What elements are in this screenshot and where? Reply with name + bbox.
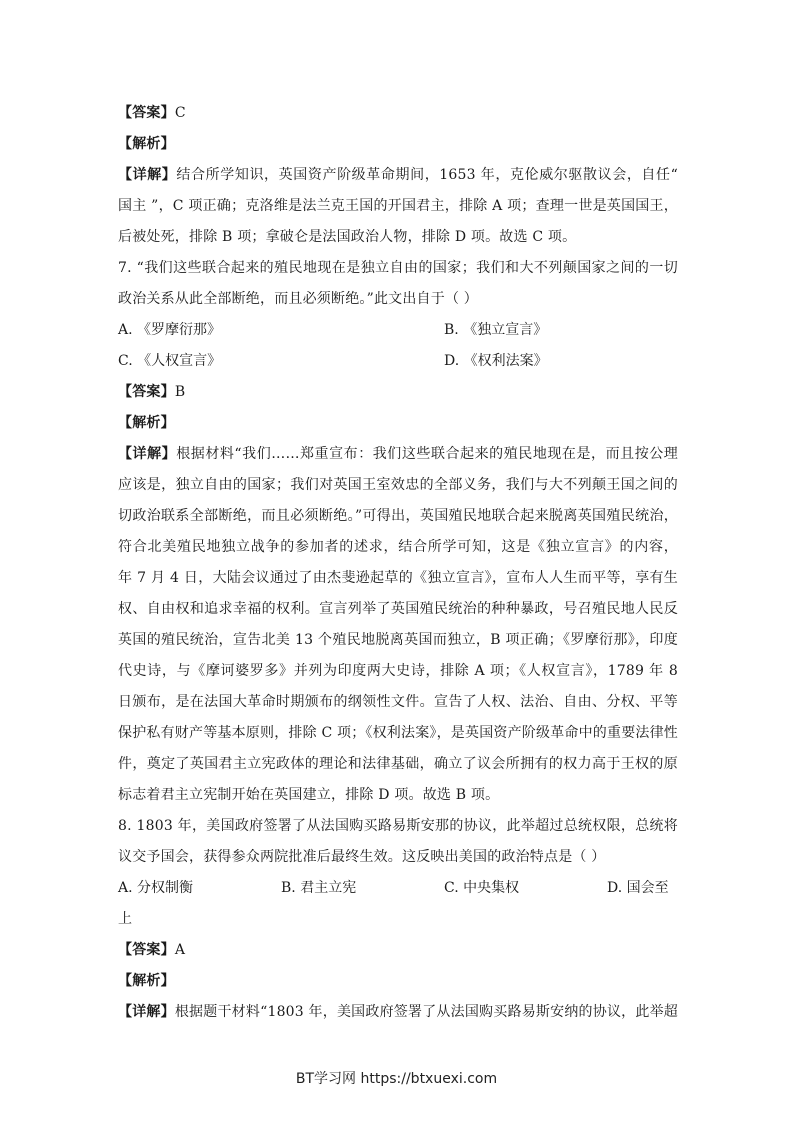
option-d: D. 《权利法案》: [444, 353, 548, 369]
question-stem: 政治关系从此全部断绝，而且必须断绝。”此文出自于（ ）: [118, 291, 479, 307]
detail-line: 代史诗，与《摩诃婆罗多》并列为印度两大史诗，排除 A 项；《人权宣言》，1789 年 8: [118, 663, 678, 679]
analysis-heading: 【解析】: [118, 973, 175, 989]
analysis-heading: 【解析】: [118, 136, 175, 152]
option-row: [118, 873, 678, 904]
detail-line: 年 7 月 4 日，大陆会议通过了由杰斐逊起草的《独立宣言》，宣布人人生而平等，享有生: [118, 570, 678, 586]
detail-line: 件，奠定了英国君主立宪政体的理论和法律基础，确立了议会所拥有的权力高于王权的原: [118, 756, 678, 772]
option-c: C. 《人权宣言》: [118, 353, 222, 369]
option-d: D. 国会至: [607, 880, 669, 896]
detail-tag: 【详解】: [118, 167, 177, 183]
detail-line: 保护私有财产等基本原则，排除 C 项；《权利法案》，是英国资产阶级革命中的重要法律性: [118, 725, 678, 741]
option-row: [118, 315, 678, 346]
question-stem: 8. 1803 年，美国政府签署了从法国购买路易斯安那的协议，此举超过总统权限，总统将: [118, 818, 678, 834]
detail-line: 权、自由权和追求幸福的权利。宣言列举了英国殖民统治的种种暴政，号召殖民地人民反: [118, 601, 678, 617]
detail-line: 切政治联系全部断绝，而且必须断绝。”可得出，英国殖民地联合起来脱离英国殖民统治，: [118, 508, 678, 524]
question-stem: 议交予国会，获得参众两院批准后最终生效。这反映出美国的政治特点是（ ）: [118, 849, 606, 865]
option-wrap: 上: [118, 911, 133, 927]
page-footer: BT学习网 https://btxuexi.com: [295, 1071, 498, 1087]
answer-line: 【答案】A: [118, 942, 186, 958]
analysis-heading: 【解析】: [118, 415, 175, 431]
option-c: C. 中央集权: [444, 880, 520, 896]
detail-line: 后被处死，排除 B 项；拿破仑是法国政治人物，排除 D 项。故选 C 项。: [118, 229, 577, 245]
answer-value: C: [174, 105, 186, 121]
option-b: B. 君主立宪: [281, 880, 357, 896]
option-a: A. 分权制衡: [118, 880, 194, 896]
answer-line: [118, 98, 678, 129]
detail-line: 标志着君主立宪制开始在英国建立，排除 D 项。故选 B 项。: [118, 787, 500, 803]
document-body: [118, 98, 678, 1028]
detail-line: 符合北美殖民地独立战争的参加者的述求，结合所学可知，这是《独立宣言》的内容，: [118, 539, 678, 555]
option-a: A. 《罗摩衍那》: [118, 322, 222, 338]
detail-line: 【详解】根据题干材料“1803 年，美国政府签署了从法国购买路易斯安纳的协议，此举超: [118, 1004, 678, 1020]
detail-line: 英国的殖民统治，宣告北美 13 个殖民地脱离英国而独立，B 项正确；《罗摩衍那》，印度: [118, 632, 678, 648]
answer-value: B: [174, 384, 186, 400]
answer-tag: 【答案】: [118, 105, 175, 121]
answer-value: A: [174, 942, 186, 958]
option-row: [118, 346, 678, 377]
detail-line: 国主 ”，C 项正确；克洛维是法兰克王国的开国君主，排除 A 项；查理一世是英国国王，: [118, 198, 678, 214]
detail-line: 【详解】结合所学知识，英国资产阶级革命期间，1653 年，克伦威尔驱散议会，自任“: [118, 167, 678, 183]
option-b: B. 《独立宣言》: [444, 322, 548, 338]
question-stem: 7. “我们这些联合起来的殖民地现在是独立自由的国家；我们和大不列颠国家之间的一切: [118, 260, 678, 276]
detail-line: 应该是，独立自由的国家；我们对英国王室效忠的全部义务，我们与大不列颠王国之间的: [118, 477, 678, 493]
detail-line: 日颁布，是在法国大革命时期颁布的纲领性文件。宣告了人权、法治、自由、分权、平等: [118, 694, 678, 710]
answer-line: 【答案】B: [118, 384, 186, 400]
detail-line: 【详解】根据材料“我们……郑重宣布：我们这些联合起来的殖民地现在是，而且按公理: [118, 446, 678, 462]
